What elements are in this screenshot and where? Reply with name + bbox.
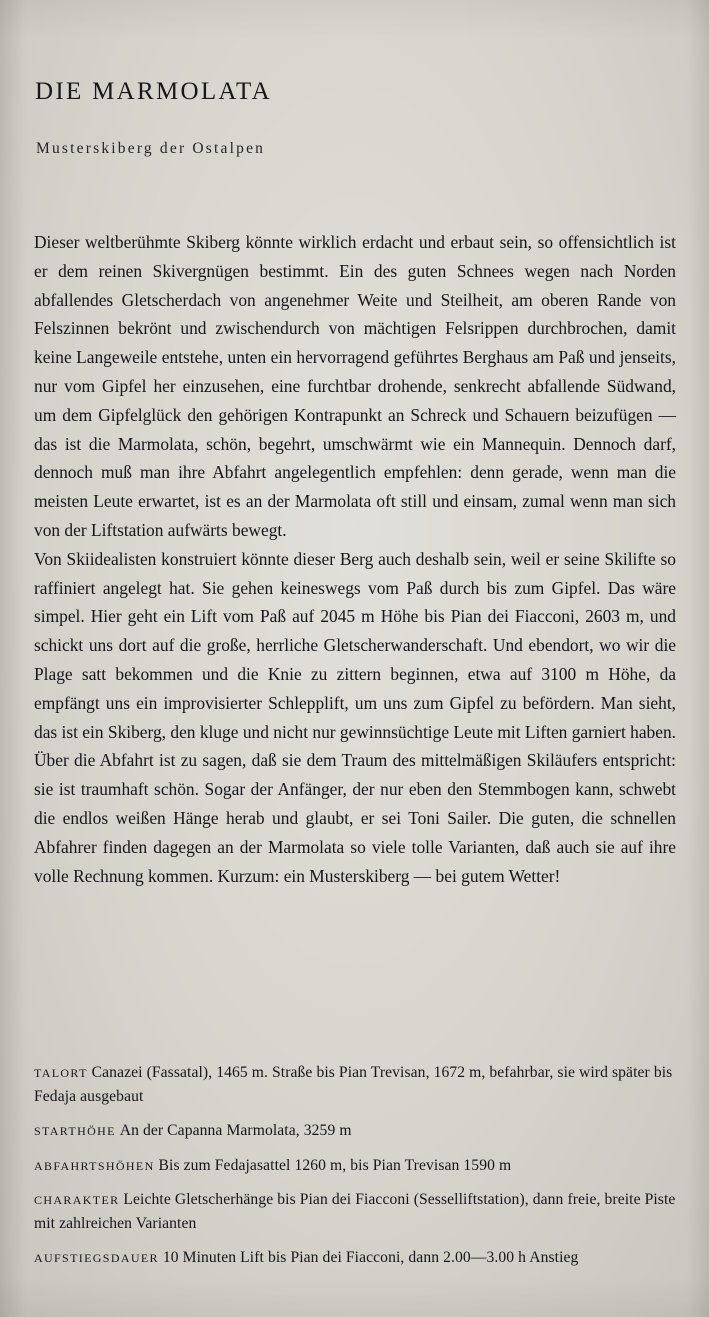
fact-item [34,1187,682,1236]
fact-value: An der Capanna Marmolata, 3259 m [119,1122,352,1140]
page-content [34,0,678,1317]
fact-item [34,1060,682,1109]
fact-value: Canazei (Fassatal), 1465 m. Straße bis Pian Trevisan, 1672 m, befahrbar, sie wird später bis Fedaja ausgebaut [34,1064,673,1106]
paragraph: Dieser weltberühmte Skiberg könnte wirklich erdacht und erbaut sein, so offensichtlich ist er dem reinen Skivergnügen bestimmt. Ein des guten Schnees wegen nach Norden abfallendes Gletscherdach von angenehmer Weite und Steilheit, am oberen Rande von Felszinnen bekrönt und zwischendurch von mächtigen Felsrippen durchbrochen, damit keine Langeweile entstehe, unten ein hervorragend geführtes Berghaus am Paß und jenseits, nur vom Gipfel her einzusehen, eine furchtbar drohende, senkrecht abfallende Südwand, um dem Gipfelglück den gehörigen Kontrapunkt an Schreck und Schauern beizufügen — das ist die Marmolata, schön, begehrt, umschwärmt wie ein Mannequin. Dennoch darf, dennoch muß man ihre Abfahrt angelegentlich empfehlen: denn gerade, wenn man die meisten Leute erwartet, ist es an der Marmolata oft still und einsam, zumal wenn man sich von der Liftstation aufwärts bewegt. [34,232,676,540]
fact-value: 10 Minuten Lift bis Pian dei Fiacconi, dann 2.00—3.00 h Anstieg [162,1249,579,1267]
fact-label: abfahrtshöhen [34,1154,155,1174]
fact-label: aufstiegsdauer [34,1247,159,1267]
fact-item [34,1245,682,1270]
fact-item [34,1118,682,1143]
fact-value: Leichte Gletscherhänge bis Pian dei Fiacconi (Sesselliftstation), dann freie, breite Piste mit zahlreichen Varianten [34,1190,676,1233]
paragraph: Von Skiidealisten konstruiert könnte dieser Berg auch deshalb sein, weil er seine Skilifte so raffiniert angelegt hat. Sie gehen keineswegs vom Paß durch bis zum Gipfel. Das wäre simpel. Hier geht ein Lift vom Paß auf 2045 m Höhe bis Pian dei Fiacconi, 2603 m, und schickt uns dort auf die große, herrliche Gletscherwanderschaft. Und ebendort, wo wir die Plage satt bekommen und die Knie zu zittern beginnen, etwa auf 3100 m Höhe, da empfängt uns ein improvisierter Schlepplift, um uns zum Gipfel zu befördern. Man sieht, das ist ein Skiberg, den kluge und nicht nur gewinnsüchtige Leute mit Liften garniert haben. Über die Abfahrt ist zu sagen, daß sie dem Traum des mittelmäßigen Skiläufers entspricht: sie ist traumhaft schön. Sogar der Anfänger, der nur eben den Stemmbogen kann, schwebt die endlos weißen Hänge herab und glaubt, er sei Toni Sailer. Die guten, die schnellen Abfahrer finden dagegen an der Marmolata so viele tolle Varianten, daß auch sie auf ihre volle Rechnung kommen. Kurzum: ein Musterskiberg — bei gutem Wetter! [34,548,677,886]
page-subtitle: Musterskiberg der Ostalpen [36,140,266,157]
page-title: DIE MARMOLATA [35,78,272,105]
fact-label: starthöhe [34,1120,116,1140]
body-text [34,228,676,890]
fact-list [34,1060,682,1270]
fact-label: talort [34,1062,88,1081]
fact-value: Bis zum Fedajasattel 1260 m, bis Pian Trevisan 1590 m [158,1156,512,1174]
fact-item [34,1153,682,1178]
fact-label: charakter [34,1188,120,1208]
